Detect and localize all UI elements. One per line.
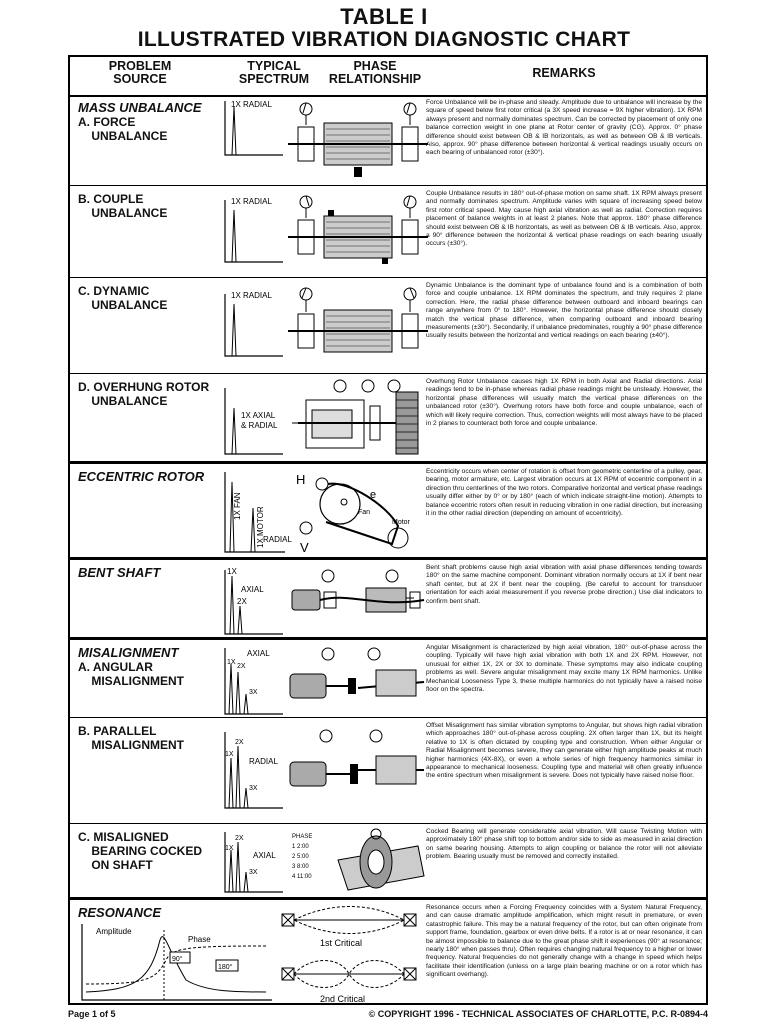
row-parallel-misalignment <box>70 717 706 823</box>
remarks-text: Angular Misalignment is characterized by high axial vibration, 180° out-of-phase across the coupling. Typically will have high axial vibration with both 1X and 2X RPM. However, not unusual for either 1X, 2X or 3X to dominate. These symptoms may also indicate coupling problems as well. Severe angular misalignment may excite many 1X RPM harmonics. Unlike Mechanical Looseness Type 3, these multiple harmonics do not typically have a raised noise floor on the spectra. <box>426 644 702 694</box>
mode-label: 1st Critical <box>320 938 363 948</box>
chart-title: ILLUSTRATED VIBRATION DIAGNOSTIC CHART <box>137 28 631 51</box>
spectrum-plot <box>223 468 292 556</box>
remarks-text: Eccentricity occurs when center of rotation is offset from geometric centerline of a pulley, gear, bearing, motor armature, etc. Largest vibration occurs at 1X RPM of eccentric component in a direction thru centerlines of the two rotors. Comparative horizontal and vertical phase readings usually differ either by 0° or by 180° (each of which indicate straight-line motion). Attempts to balance eccentric rotors often result in reducing vibration in one radial direction, but increasing it in the other radial direction (depending on amount of eccentricity). <box>426 468 702 518</box>
spectrum-label: 1X RADIAL <box>231 197 272 206</box>
machine-diagram <box>288 466 426 558</box>
row-resonance <box>70 897 706 1005</box>
critical-modes-diagram <box>280 906 420 1006</box>
remarks-text: Dynamic Unbalance is the dominant type of unbalance found and is a combination of both force and couple unbalance. 1X RPM dominates the spectrum, and truly requires 2 plane correction. Here, the radial phase difference between outboard and inboard bearings can range anywhere from 0° to 180°. However, the horizontal phase difference should closely match the vertical phase difference, when comparing outboard and inboard bearing measurements (±30°). Secondarily, if unbalance predominates, roughly a 90° phase difference usually results between the horizontal and vertical readings on each bearing (±40°). <box>426 282 702 340</box>
category-label: RESONANCE <box>78 905 162 920</box>
machine-diagram <box>288 280 428 370</box>
spectrum-label: 1X <box>225 845 234 852</box>
header-remarks: REMARKS <box>532 66 596 80</box>
header-relationship: RELATIONSHIP <box>328 72 422 86</box>
phase-label: PHASE <box>292 834 313 840</box>
problem-source <box>78 101 202 143</box>
machine-diagram <box>288 720 428 820</box>
phase-label: V <box>300 540 309 555</box>
subtype-label: C. DYNAMIC UNBALANCE <box>78 284 168 312</box>
spectrum-plot <box>223 99 285 159</box>
phase-label: e <box>370 489 377 501</box>
spectrum-label: 3X <box>249 869 258 876</box>
spectrum-label: 1X MOTOR <box>256 506 265 548</box>
row-couple-unbalance <box>70 185 706 277</box>
header-spectrum: SPECTRUM <box>238 72 310 86</box>
phase-label: 2 5:00 <box>292 854 309 860</box>
spectrum-label: 2X <box>235 739 244 746</box>
subtype-label: D. OVERHUNG ROTOR UNBALANCE <box>78 380 210 408</box>
spectrum-plot <box>223 722 285 812</box>
spectrum-plot <box>223 190 285 268</box>
category-label: MASS UNBALANCE <box>78 100 202 115</box>
spectrum-label: 1X RADIAL <box>231 100 272 109</box>
subtype-label: C. MISALIGNED BEARING COCKED ON SHAFT <box>78 830 203 872</box>
spectrum-label: & RADIAL <box>241 421 278 430</box>
copyright: © COPYRIGHT 1996 - TECHNICAL ASSOCIATES OF CHARLOTTE, P.C. R-0894-4 <box>368 1009 708 1019</box>
spectrum-plot <box>223 378 285 458</box>
phase-label: Fan <box>358 509 371 516</box>
spectrum-label: AXIAL <box>241 585 264 594</box>
resonance-plot <box>76 920 276 1006</box>
header-phase: PHASE <box>353 59 397 73</box>
machine-diagram <box>288 188 428 274</box>
spectrum-plot <box>223 564 285 638</box>
subtype-label: A. ANGULAR MISALIGNMENT <box>78 660 184 688</box>
phase-label: Motor <box>392 519 410 526</box>
machine-diagram <box>288 562 428 636</box>
header-phase-relationship <box>320 60 430 86</box>
spectrum-label: 1X <box>227 659 236 666</box>
spectrum-plot <box>223 644 285 718</box>
row-overhung-rotor <box>70 373 706 461</box>
category-label: MISALIGNMENT <box>78 645 179 660</box>
remarks-text: Couple Unbalance results in 180° out-of-phase motion on same shaft. 1X RPM always present and normally dominates spectrum. Amplitude varies with square of increasing speed below first rotor critical speed. May cause high axial vibration as well as radial. Correction requires placement of balance weights in at least 2 planes. Note that approx. 180° phase difference should exist between OB & IB horizontals, as well as between OB & IB verticals. Also, approx. a 90° difference between the horizontal & vertical phase readings on each bearing usually occurs (±30°). <box>426 190 702 248</box>
remarks-text: Offset Misalignment has similar vibration symptoms to Angular, but shows high radial vibration which approaches 180° out-of-phase across coupling. 2X often larger than 1X, but its height relative to 1X is often dictated by coupling type and construction. When either Angular or Radial Misalignment becomes severe, they can generate either high amplitude peaks at much higher harmonics (4X-8X), or even a whole series of high frequency harmonics similar in appearance to mechanical looseness. Coupling type and material will often greatly influence the entire spectrum when misalignment is severe. Does not typically have raised noise floor. <box>426 722 702 780</box>
spectrum-label: 2X <box>237 597 247 606</box>
spectrum-label: 90° <box>172 956 183 963</box>
phase-label: 4 11:00 <box>292 874 312 880</box>
table-header <box>70 57 706 97</box>
spectrum-label: 3X <box>249 785 258 792</box>
spectrum-label: Phase <box>188 935 211 944</box>
problem-source <box>78 192 167 220</box>
category-label: ECCENTRIC ROTOR <box>78 469 205 484</box>
subtype-label: B. COUPLE UNBALANCE <box>78 192 168 220</box>
row-cocked-bearing <box>70 823 706 897</box>
machine-diagram <box>288 642 428 716</box>
row-eccentric-rotor <box>70 461 706 557</box>
machine-diagram <box>288 97 428 181</box>
spectrum-label: RADIAL <box>249 757 278 766</box>
page-number: Page 1 of 5 <box>68 1009 116 1019</box>
header-problem: PROBLEM <box>108 59 172 73</box>
machine-diagram <box>288 826 428 896</box>
mode-label: 2nd Critical <box>320 994 366 1004</box>
spectrum-label: 1X FAN <box>233 492 242 520</box>
spectrum-label: 1X RADIAL <box>231 291 272 300</box>
header-typical-spectrum <box>228 60 320 86</box>
header-problem-source <box>90 60 190 86</box>
machine-diagram <box>288 376 428 460</box>
phase-label: 3 8:00 <box>292 864 309 870</box>
problem-source <box>78 380 209 408</box>
category-label: BENT SHAFT <box>78 565 161 580</box>
problem-source <box>78 646 184 688</box>
table-number: TABLE I <box>340 4 428 29</box>
spectrum-label: AXIAL <box>253 851 276 860</box>
spectrum-label: 1X <box>225 751 234 758</box>
spectrum-label: Amplitude <box>96 927 132 936</box>
remarks-text: Force Unbalance will be in-phase and steady. Amplitude due to unbalance will increase by the square of speed below first rotor critical (a 3X speed increase = 9X higher vibration). 1X RPM always present and normally dominates spectrum. Can be corrected by placement of only one balance correction weight in one plane at Rotor center of gravity (CG). Approx. 0° phase difference should exist between OB & IB horizontals, as well as between OB & IB verticals. Also, approx. 90° phase difference between horizontal & vertical readings usually occurs on each bearing of unbalanced rotor (±30°). <box>426 99 702 157</box>
spectrum-label: 1X <box>227 567 237 576</box>
diagnostic-table <box>68 55 708 1005</box>
spectrum-label: 1X AXIAL <box>241 411 276 420</box>
remarks-text: Bent shaft problems cause high axial vibration with axial phase differences tending towards 180° on the same machine component. Dominant vibration normally occurs at 1X if bent near shaft center, but at 2X if bent near the coupling. (Be careful to account for transducer orientation for each axial measurement if you reverse probe direction.) Use dial indicators to confirm bent shaft. <box>426 564 702 605</box>
spectrum-label: 2X <box>235 835 244 842</box>
row-bent-shaft <box>70 557 706 637</box>
problem-source <box>78 470 204 484</box>
problem-source <box>78 284 167 312</box>
problem-source <box>78 906 161 920</box>
subtype-label: B. PARALLEL MISALIGNMENT <box>78 724 184 752</box>
spectrum-label: 3X <box>249 689 258 696</box>
header-source: SOURCE <box>113 72 167 86</box>
header-typical: TYPICAL <box>247 59 301 73</box>
row-angular-misalignment <box>70 637 706 717</box>
remarks-text: Cocked Bearing will generate considerable axial vibration. Will cause Twisting Motion with approximately 180° phase shift top to bottom and/or side to side as measured in axial direction on same bearing housing. Attempts to align coupling or balance the rotor will not alleviate problem. Bearing usually must be removed and correctly installed. <box>426 828 702 861</box>
remarks-text: Overhung Rotor Unbalance causes high 1X RPM in both Axial and Radial directions. Axial readings tend to be in-phase whereas radial phase readings might be unsteady. However, the horizontal phase differences will usually match the vertical phase differences on the unbalanced rotor (±30°). Overhung rotors have both force and couple unbalance, each of which will likely require correction. Thus, correction weights will most always have to be placed in 2 planes to counteract both force and couple unbalance. <box>426 378 702 428</box>
spectrum-label: 180° <box>218 964 233 971</box>
problem-source <box>78 724 184 752</box>
phase-label: H <box>296 472 306 487</box>
row-force-unbalance <box>70 95 706 185</box>
row-dynamic-unbalance <box>70 277 706 373</box>
spectrum-label: AXIAL <box>247 649 270 658</box>
spectrum-label: 2X <box>237 663 246 670</box>
subtype-label: A. FORCE UNBALANCE <box>78 115 168 143</box>
spectrum-plot <box>223 282 285 362</box>
phase-label: 1 2:00 <box>292 844 309 850</box>
remarks-text: Resonance occurs when a Forcing Frequency coincides with a System Natural Frequency, and can cause dramatic amplitude amplification, which might result in premature, or even catastrophic failure. This may be a natural frequency of the rotor, but can often originate from support frame, foundation, gearbox or even drive belts. If a rotor is at or near resonance, it can be almost impossible to balance due to the great phase shift it experiences (90° at resonance; nearly 180° when passes thru). Often requires changing natural frequency to a higher or lower frequency. Natural frequencies do not generally change with a change in speed which helps facilitate their identification (unless on a large plain bearing machine or on a rotor which has significant overhang). <box>426 904 702 979</box>
problem-source <box>78 566 160 580</box>
problem-source <box>78 830 202 872</box>
spectrum-plot <box>223 828 285 896</box>
spectrum-label: RADIAL <box>263 535 292 544</box>
